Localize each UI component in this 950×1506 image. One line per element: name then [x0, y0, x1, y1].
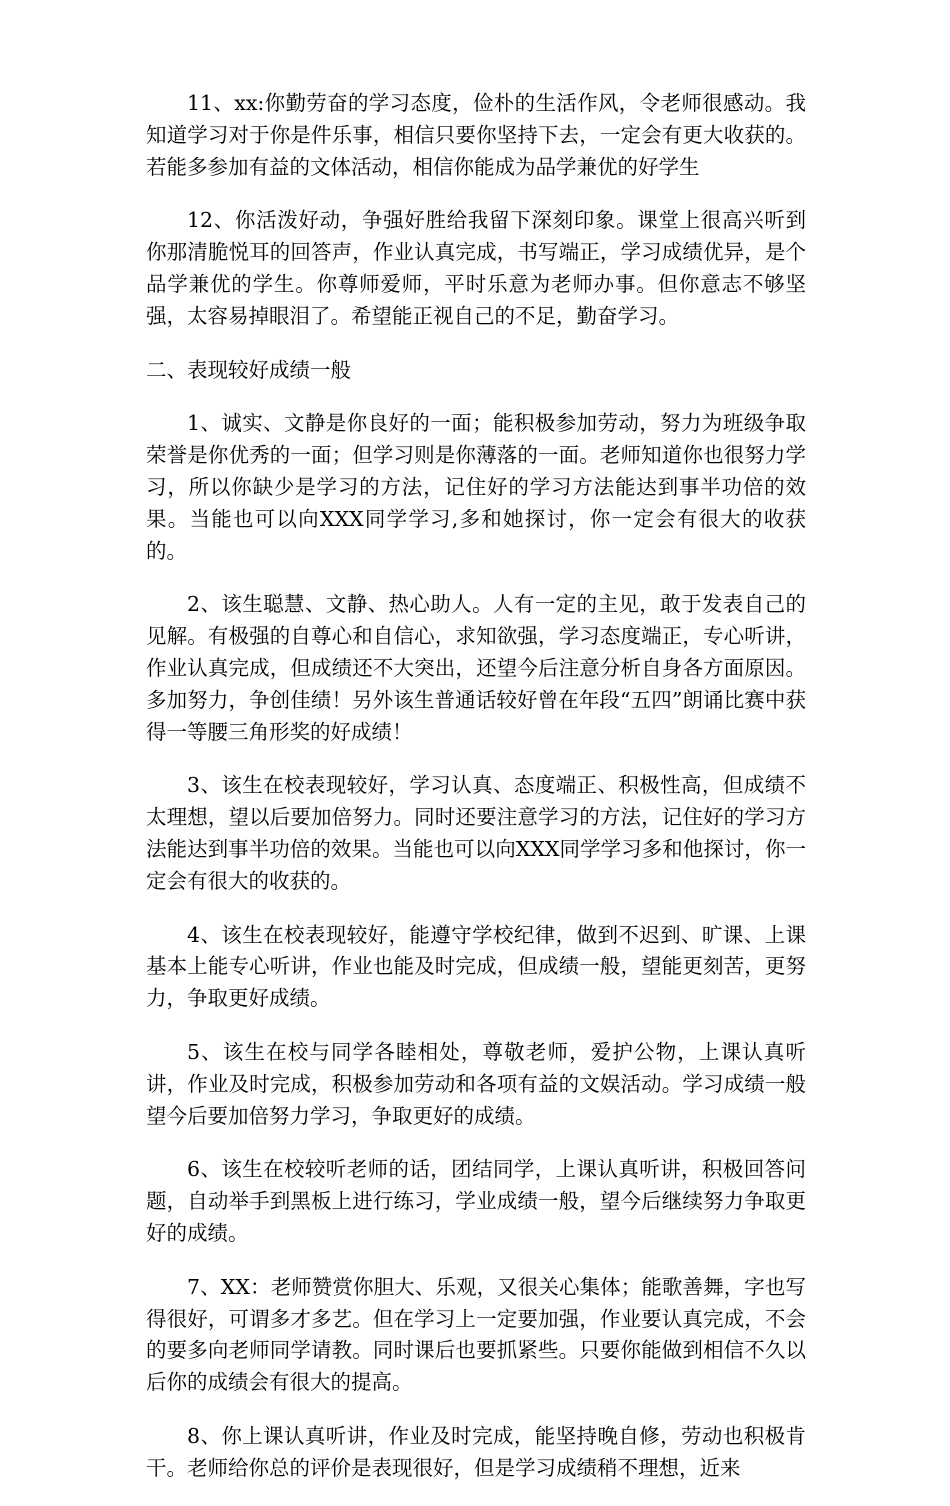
comment-paragraph-1: 1、诚实、文静是你良好的一面；能积极参加劳动，努力为班级争取荣誉是你优秀的一面；但学习则是你薄落的一面。老师知道你也很努力学习，所以你缺少是学习的方法，记住好的学习方法能达到事半功倍的效果。当能也可以向XXX同学学习,多和她探讨，你一定会有很大的收获的。 — [146, 411, 806, 563]
comment-paragraph-12: 12、你活泼好动，争强好胜给我留下深刻印象。课堂上很高兴听到你那清脆悦耳的回答声，作业认真完成，书写端正，学习成绩优异，是个品学兼优的学生。你尊师爱师，平时乐意为老师办事。但你意志不够坚强，太容易掉眼泪了。希望能正视自己的不足，勤奋学习。 — [146, 208, 806, 328]
comment-paragraph-7: 7、XX：老师赞赏你胆大、乐观，又很关心集体；能歌善舞，字也写得很好，可谓多才多艺。但在学习上一定要加强，作业要认真完成，不会的要多向老师同学请教。同时课后也要抓紧些。只要你能做到相信不久以后你的成绩会有很大的提高。 — [146, 1274, 806, 1395]
comment-paragraph-8: 8、你上课认真听讲，作业及时完成，能坚持晚自修，劳动也积极肯干。老师给你总的评价是表现很好，但是学习成绩稍不理想，近来 — [146, 1423, 806, 1480]
comment-paragraph-5: 5、该生在校与同学各睦相处，尊敬老师，爱护公物，上课认真听讲，作业及时完成，积极参加劳动和各项有益的文娱活动。学习成绩一般望今后要加倍努力学习，争取更好的成绩。 — [146, 1039, 806, 1128]
section-heading: 二、表现较好成绩一般 — [146, 357, 351, 382]
comment-paragraph-2: 2、该生聪慧、文静、热心助人。人有一定的主见，敢于发表自己的见解。有极强的自尊心和自信心，求知欲强，学习态度端正，专心听讲，作业认真完成，但成绩还不大突出，还望今后注意分析自身各方面原因。多加努力，争创佳绩！另外该生普通话较好曾在年段“五四”朗诵比赛中获得一等腰三角形奖的好成绩！ — [146, 592, 806, 744]
comment-paragraph-6: 6、该生在校较听老师的话，团结同学，上课认真听讲，积极回答问题，自动举手到黑板上进行练习，学业成绩一般，望今后继续努力争取更好的成绩。 — [146, 1157, 806, 1245]
comment-paragraph-4: 4、该生在校表现较好，能遵守学校纪律，做到不迟到、旷课、上课基本上能专心听讲，作业也能及时完成，但成绩一般，望能更刻苦，更努力，争取更好成绩。 — [146, 922, 806, 1011]
document-body — [146, 88, 806, 1506]
comment-paragraph-11: 11、xx:你勤劳奋的学习态度，俭朴的生活作风，令老师很感动。我知道学习对于你是件乐事，相信只要你坚持下去，一定会有更大收获的。若能多参加有益的文体活动，相信你能成为品学兼优的好学生 — [146, 91, 806, 179]
comment-paragraph-3: 3、该生在校表现较好，学习认真、态度端正、积极性高，但成绩不太理想，望以后要加倍努力。同时还要注意学习的方法，记住好的学习方法能达到事半功倍的效果。当能也可以向XXX同学学习多和他探讨，你一定会有很大的收获的。 — [146, 773, 806, 893]
